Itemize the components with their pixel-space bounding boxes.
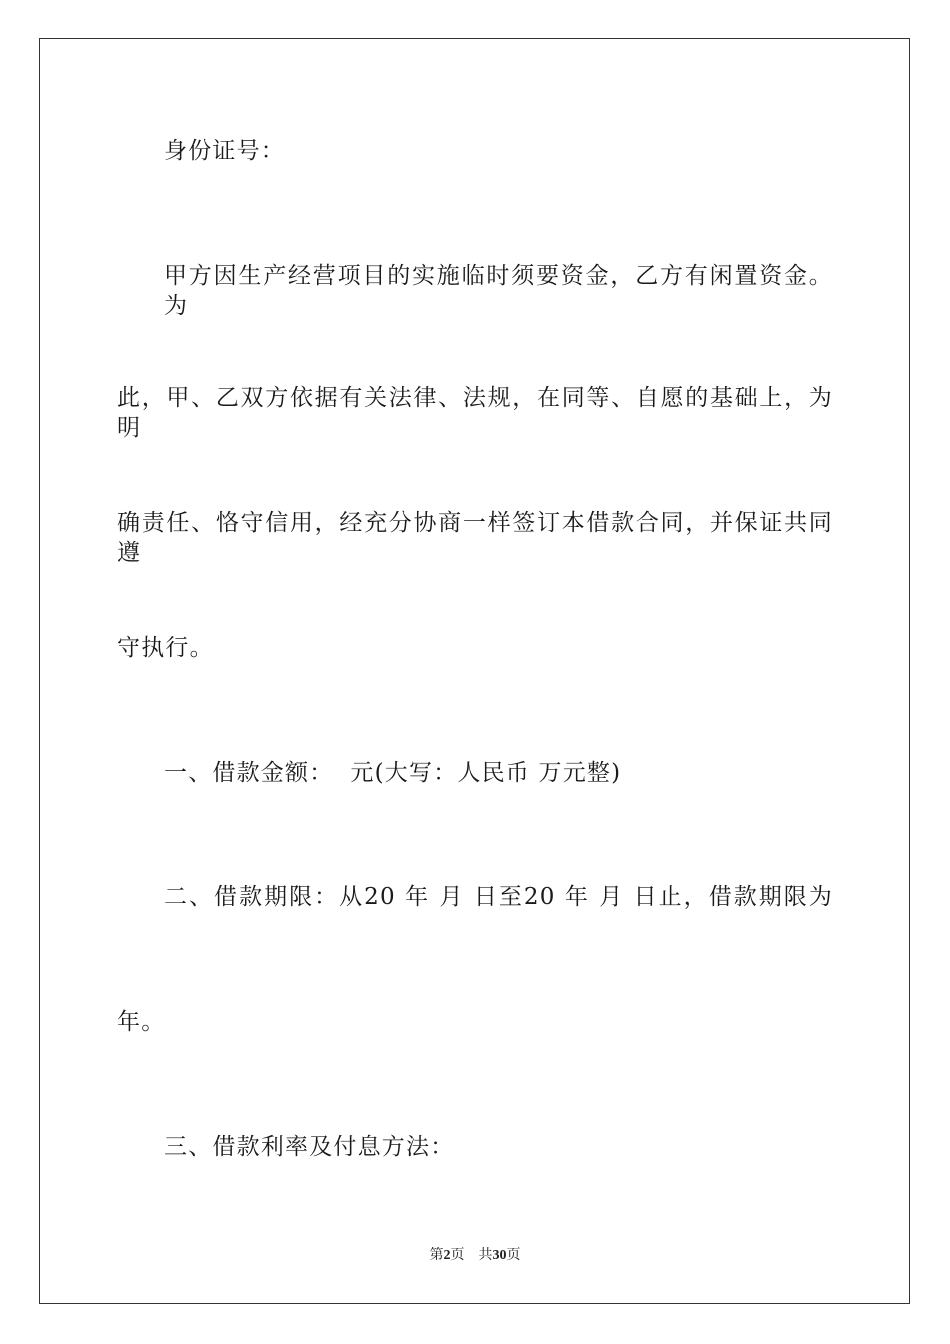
total-suffix: 页 <box>506 1248 521 1263</box>
page-suffix: 页 <box>450 1248 465 1263</box>
paragraph-line: 守执行。 <box>117 635 214 661</box>
page-border <box>39 38 910 1304</box>
loan-term-clause: 二、借款期限：从20 年 月 日至20 年 月 日止，借款期限为 <box>164 884 833 910</box>
paragraph-line: 确责任、恪守信用，经充分协商一样签订本借款合同，并保证共同遵 <box>117 510 833 566</box>
page-footer <box>0 1247 950 1265</box>
page-number: 2 <box>443 1248 451 1263</box>
page-prefix: 第 <box>429 1248 444 1263</box>
total-pages: 30 <box>492 1248 507 1263</box>
loan-amount-clause: 一、借款金额： 元(大写：人民币 万元整) <box>164 760 622 786</box>
paragraph-line: 年。 <box>117 1009 166 1035</box>
paragraph-line: 此，甲、乙双方依据有关法律、法规，在同等、自愿的基础上，为明 <box>117 385 833 441</box>
paragraph-line: 甲方因生产经营项目的实施临时须要资金，乙方有闲置资金。为 <box>164 263 833 319</box>
interest-clause-heading: 三、借款利率及付息方法： <box>164 1134 455 1160</box>
total-prefix: 共 <box>478 1248 493 1263</box>
id-number-label: 身份证号： <box>164 138 285 164</box>
